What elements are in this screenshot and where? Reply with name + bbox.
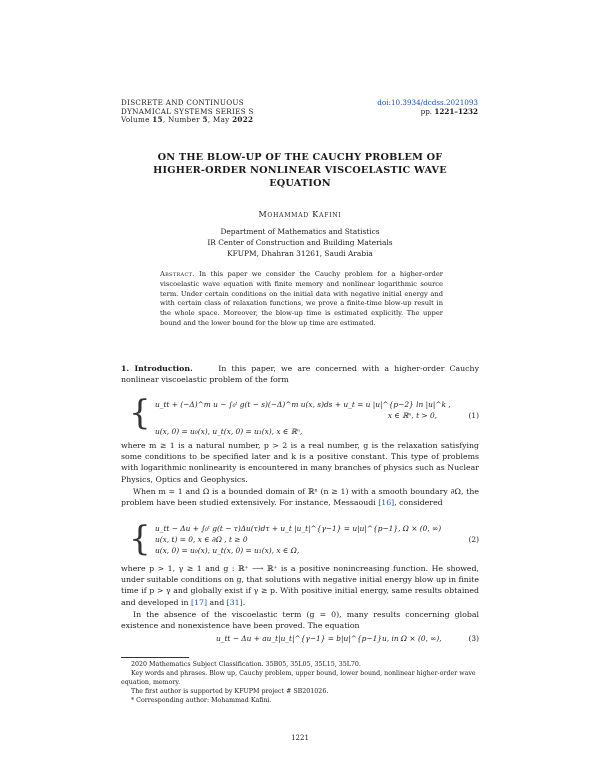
journal-header	[121, 99, 254, 125]
doi-link[interactable]: doi:10.3934/dcdss.2021093	[377, 98, 478, 107]
section-heading: 1. Introduction.	[121, 364, 193, 373]
citation-17[interactable]: [17]	[191, 597, 208, 607]
paragraph: When m = 1 and Ω is a bounded domain of ℝⁿ (n ≥ 1) with a smooth boundary ∂Ω, the problem have been studied extensively. For instance, Messaoudi [16], considered	[121, 487, 479, 508]
equation-number: (2)	[468, 535, 479, 544]
affiliation: Department of Mathematics and Statistics IR Center of Construction and Building Materials KFUPM, Dhahran 31261, Saudi Arabia	[207, 227, 393, 258]
introduction-paragraph: 1. Introduction. In this paper, we are concerned with a higher-order Cauchy nonlinear viscoelastic problem of the form	[121, 364, 479, 385]
equation-2: { u_tt − Δu + ∫₀ᵗ g(t − τ)Δu(τ)dτ + u_t |u_t|^{γ−1} = u|u|^{p−1}, Ω × (0, ∞) u(x, t) = 0, x ∈ ∂Ω , t ≥ 0 u(x, 0) = u₀(x), u_t(x, 0) = u₁(x), x ∈ Ω, (2)	[129, 519, 479, 559]
abstract-label: Abstract.	[160, 270, 195, 278]
equation-number: (1)	[468, 411, 479, 420]
page-number: 1221	[291, 734, 309, 742]
doi-header	[377, 99, 478, 116]
citation-31[interactable]: [31]	[226, 597, 243, 607]
volume-number: 15	[152, 115, 163, 125]
footnote-keywords: Key words and phrases. Blow up, Cauchy problem, upper bound, lower bound, nonlinear higher-order wave equation, memory.	[121, 670, 476, 686]
paragraph: where p > 1, γ ≥ 1 and g : ℝ⁺ ⟶ ℝ⁺ is a positive nonincreasing function. He showed, under suitable conditions on g, that solutions with negative initial energy blow up in finite time if p > γ and globally exist if γ ≥ p. With positive initial energy, same results obtained and developed in [17] and [31].	[121, 564, 479, 607]
page-range: pp. 1221–1232	[420, 106, 478, 116]
journal-name-line2: DYNAMICAL SYSTEMS SERIES S	[121, 106, 254, 116]
footnote-msc: 2020 Mathematics Subject Classification. 35B05, 35L05, 35L15, 35L70.	[131, 661, 361, 668]
equation-3: u_tt − Δu + au_t|u_t|^{γ−1} = b|u|^{p−1}u, in Ω × (0, ∞), (3)	[216, 634, 479, 643]
footnote-divider	[121, 657, 189, 658]
citation-16[interactable]: [16]	[378, 498, 395, 508]
footnote-corresponding: * Corresponding author: Mohammad Kafini.	[131, 697, 272, 704]
footnote-support: The first author is supported by KFUPM project # SB201026.	[131, 688, 329, 695]
footnotes	[121, 660, 479, 705]
paper-title: ON THE BLOW-UP OF THE CAUCHY PROBLEM OF HIGHER-ORDER NONLINEAR VISCOELASTIC WAVE EQUATION	[153, 152, 447, 189]
volume-info: Volume 15, Number 5, May 2022	[121, 115, 254, 125]
abstract-text: In this paper we consider the Cauchy problem for a higher-order viscoelastic wave equation with finite memory and nonlinear logarithmic source term. Under certain conditions on the initial data with negative initial energy and with certain class of relaxation functions, we prove a finite-time blow-up result in the whole space. Moreover, the blow-up time is estimated explicitly. The upper bound and the lower bound for the blow up time are estimated.	[160, 270, 443, 327]
journal-name-line1: DISCRETE AND CONTINUOUS	[121, 98, 244, 107]
author-name: Mohammad Kafini	[258, 210, 342, 219]
abstract	[160, 270, 443, 329]
paragraph: In the absence of the viscoelastic term (g = 0), many results concerning global existence and nonexistence have been proved. The equation	[121, 610, 479, 631]
equation-number: (3)	[468, 634, 479, 643]
paragraph: where m ≥ 1 is a natural number, p > 2 is a real number, g is the relaxation satisfying some conditions to be specified later and k is a positive constant. This type of problems with logarithmic nonlinearity is encountered in many branches of physics such as Nuclear Physics, Optics and Geophysics.	[121, 441, 479, 484]
equation-1: { u_tt + (−Δ)^m u − ∫₀ᵗ g(t − s)(−Δ)^m u(x, s)ds + u_t = u |u|^{p−2} ln |u|^k , x ∈ ℝⁿ, t > 0, u(x, 0) = u₀(x), u_t(x, 0) = u₁(x), x ∈ ℝⁿ, (1)	[129, 393, 479, 436]
year: 2022	[232, 115, 254, 125]
issue-number: 5	[202, 115, 208, 125]
